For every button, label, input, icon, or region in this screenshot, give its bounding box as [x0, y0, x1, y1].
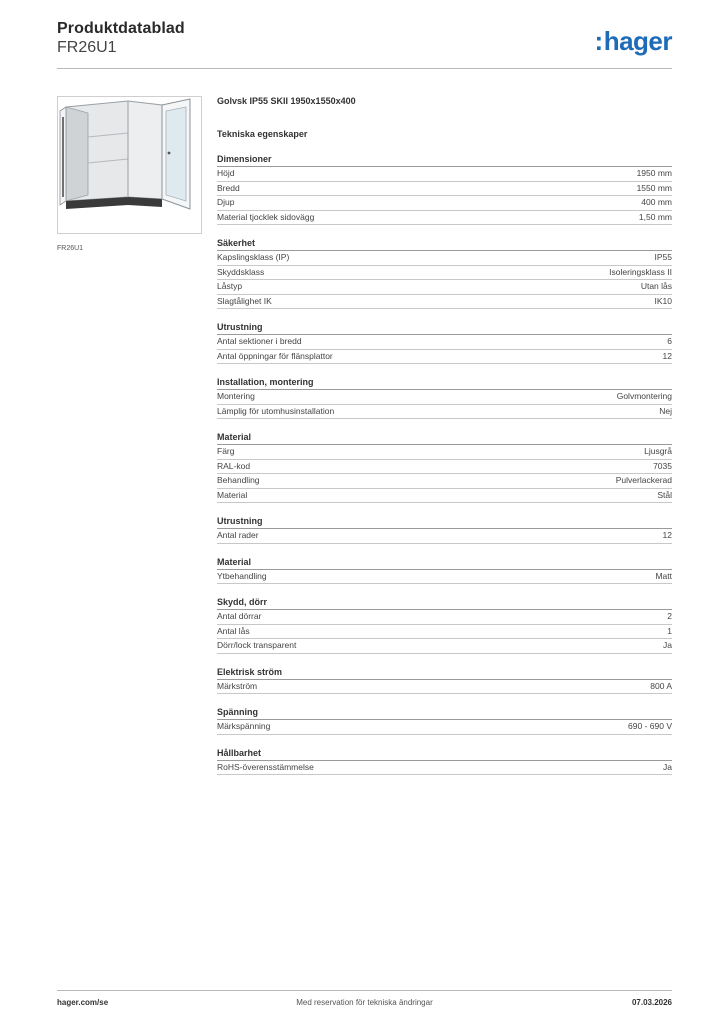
- spec-row: [217, 182, 672, 197]
- spec-value: Ja: [663, 761, 672, 772]
- page-header: [57, 20, 672, 57]
- spec-label: Djup: [217, 197, 235, 207]
- spec-label: Höjd: [217, 168, 235, 178]
- spec-row: [217, 570, 672, 585]
- spec-label: RAL-kod: [217, 460, 251, 471]
- image-caption: FR26U1: [57, 245, 84, 252]
- spec-row: [217, 680, 672, 695]
- spec-label: Bredd: [217, 182, 240, 193]
- spec-value: IP55: [654, 252, 672, 262]
- cabinet-illustration: [58, 97, 201, 233]
- spec-row: [217, 720, 672, 735]
- spec-label: Dörr/lock transparent: [217, 640, 297, 650]
- section-title: Installation, montering: [217, 376, 672, 390]
- spec-row: [217, 335, 672, 350]
- spec-value: Nej: [659, 405, 672, 416]
- spec-label: Ytbehandling: [217, 570, 267, 581]
- section-title: Spänning: [217, 706, 672, 720]
- spec-label: Lämplig för utomhusinstallation: [217, 405, 335, 416]
- section-title: Skydd, dörr: [217, 596, 672, 610]
- spec-row: [217, 610, 672, 625]
- spec-label: Färg: [217, 446, 235, 456]
- spec-label: Märkström: [217, 680, 258, 691]
- spec-section: [217, 321, 672, 364]
- spec-row: [217, 761, 672, 776]
- spec-label: Märkspänning: [217, 721, 271, 731]
- spec-value: Matt: [655, 570, 672, 581]
- spec-value: Stål: [657, 489, 672, 500]
- spec-label: Material: [217, 489, 248, 500]
- spec-value: 6: [667, 336, 672, 346]
- spec-row: [217, 350, 672, 365]
- spec-row: [217, 251, 672, 266]
- section-title: Hållbarhet: [217, 747, 672, 761]
- section-title: Säkerhet: [217, 237, 672, 251]
- section-title: Material: [217, 431, 672, 445]
- spec-value: 7035: [653, 460, 672, 471]
- spec-label: Kapslingsklass (IP): [217, 252, 290, 262]
- properties-heading: Tekniska egenskaper: [217, 129, 308, 139]
- spec-row: [217, 445, 672, 460]
- spec-label: Antal rader: [217, 530, 259, 540]
- spec-row: [217, 295, 672, 310]
- spec-label: Antal lås: [217, 625, 250, 636]
- spec-section: [217, 706, 672, 735]
- spec-row: [217, 460, 672, 475]
- footer-date: 07.03.2026: [631, 998, 672, 1007]
- spec-label: Material tjocklek sidovägg: [217, 211, 315, 222]
- spec-section: [217, 376, 672, 419]
- spec-row: [217, 167, 672, 182]
- spec-value: 690 - 690 V: [628, 721, 672, 731]
- spec-label: Låstyp: [217, 281, 243, 291]
- spec-label: RoHS-överensstämmelse: [217, 761, 314, 772]
- spec-section: [217, 153, 672, 225]
- spec-row: [217, 529, 672, 544]
- spec-value: IK10: [654, 295, 672, 306]
- product-code: FR26U1: [57, 39, 117, 56]
- spec-row: [217, 266, 672, 281]
- spec-section: [217, 431, 672, 503]
- spec-value: 1: [667, 625, 672, 636]
- spec-section: [217, 596, 672, 654]
- spec-value: Ljusgrå: [644, 446, 672, 456]
- product-name: Golvsk IP55 SKII 1950x1550x400: [217, 96, 356, 106]
- spec-value: Pulverlackerad: [615, 475, 672, 485]
- spec-value: 12: [662, 530, 672, 540]
- spec-value: 12: [662, 350, 672, 361]
- spec-label: Behandling: [217, 475, 260, 485]
- section-title: Dimensioner: [217, 153, 672, 167]
- spec-value: Utan lås: [640, 281, 672, 291]
- spec-value: 1,50 mm: [638, 211, 672, 222]
- hager-logo: :hager: [594, 26, 672, 56]
- spec-value: Isoleringsklass II: [609, 266, 672, 277]
- spec-label: Skyddsklass: [217, 266, 265, 277]
- spec-row: [217, 390, 672, 405]
- spec-row: [217, 639, 672, 654]
- spec-row: [217, 474, 672, 489]
- spec-content: [217, 96, 672, 775]
- spec-row: [217, 405, 672, 420]
- section-title: Utrustning: [217, 321, 672, 335]
- spec-value: Ja: [663, 640, 672, 650]
- spec-row: [217, 196, 672, 211]
- spec-row: [217, 211, 672, 226]
- footer-website: hager.com/se: [57, 998, 109, 1007]
- spec-section: [217, 747, 672, 776]
- footer-divider: [57, 990, 672, 991]
- spec-section: [217, 237, 672, 309]
- spec-value: 400 mm: [641, 197, 672, 207]
- spec-label: Montering: [217, 391, 255, 401]
- spec-section: [217, 515, 672, 544]
- spec-value: Golvmontering: [616, 391, 672, 401]
- section-title: Material: [217, 556, 672, 570]
- spec-label: Slagtålighet IK: [217, 295, 272, 306]
- section-title: Utrustning: [217, 515, 672, 529]
- spec-label: Antal dörrar: [217, 611, 262, 621]
- spec-row: [217, 625, 672, 640]
- spec-section: [217, 556, 672, 585]
- section-title: Elektrisk ström: [217, 666, 672, 680]
- spec-value: 2: [667, 611, 672, 621]
- spec-row: [217, 280, 672, 295]
- spec-sections: [217, 153, 672, 775]
- spec-value: 1550 mm: [636, 182, 672, 193]
- document-title: Produktdatablad: [57, 20, 185, 37]
- footer-disclaimer: Med reservation för tekniska ändringar: [296, 998, 433, 1007]
- spec-value: 1950 mm: [636, 168, 672, 178]
- spec-section: [217, 666, 672, 695]
- spec-label: Antal öppningar för flänsplattor: [217, 350, 333, 361]
- spec-value: 800 A: [650, 680, 672, 691]
- spec-label: Antal sektioner i bredd: [217, 336, 302, 346]
- product-image: [57, 96, 202, 234]
- header-divider: [57, 68, 672, 69]
- spec-row: [217, 489, 672, 504]
